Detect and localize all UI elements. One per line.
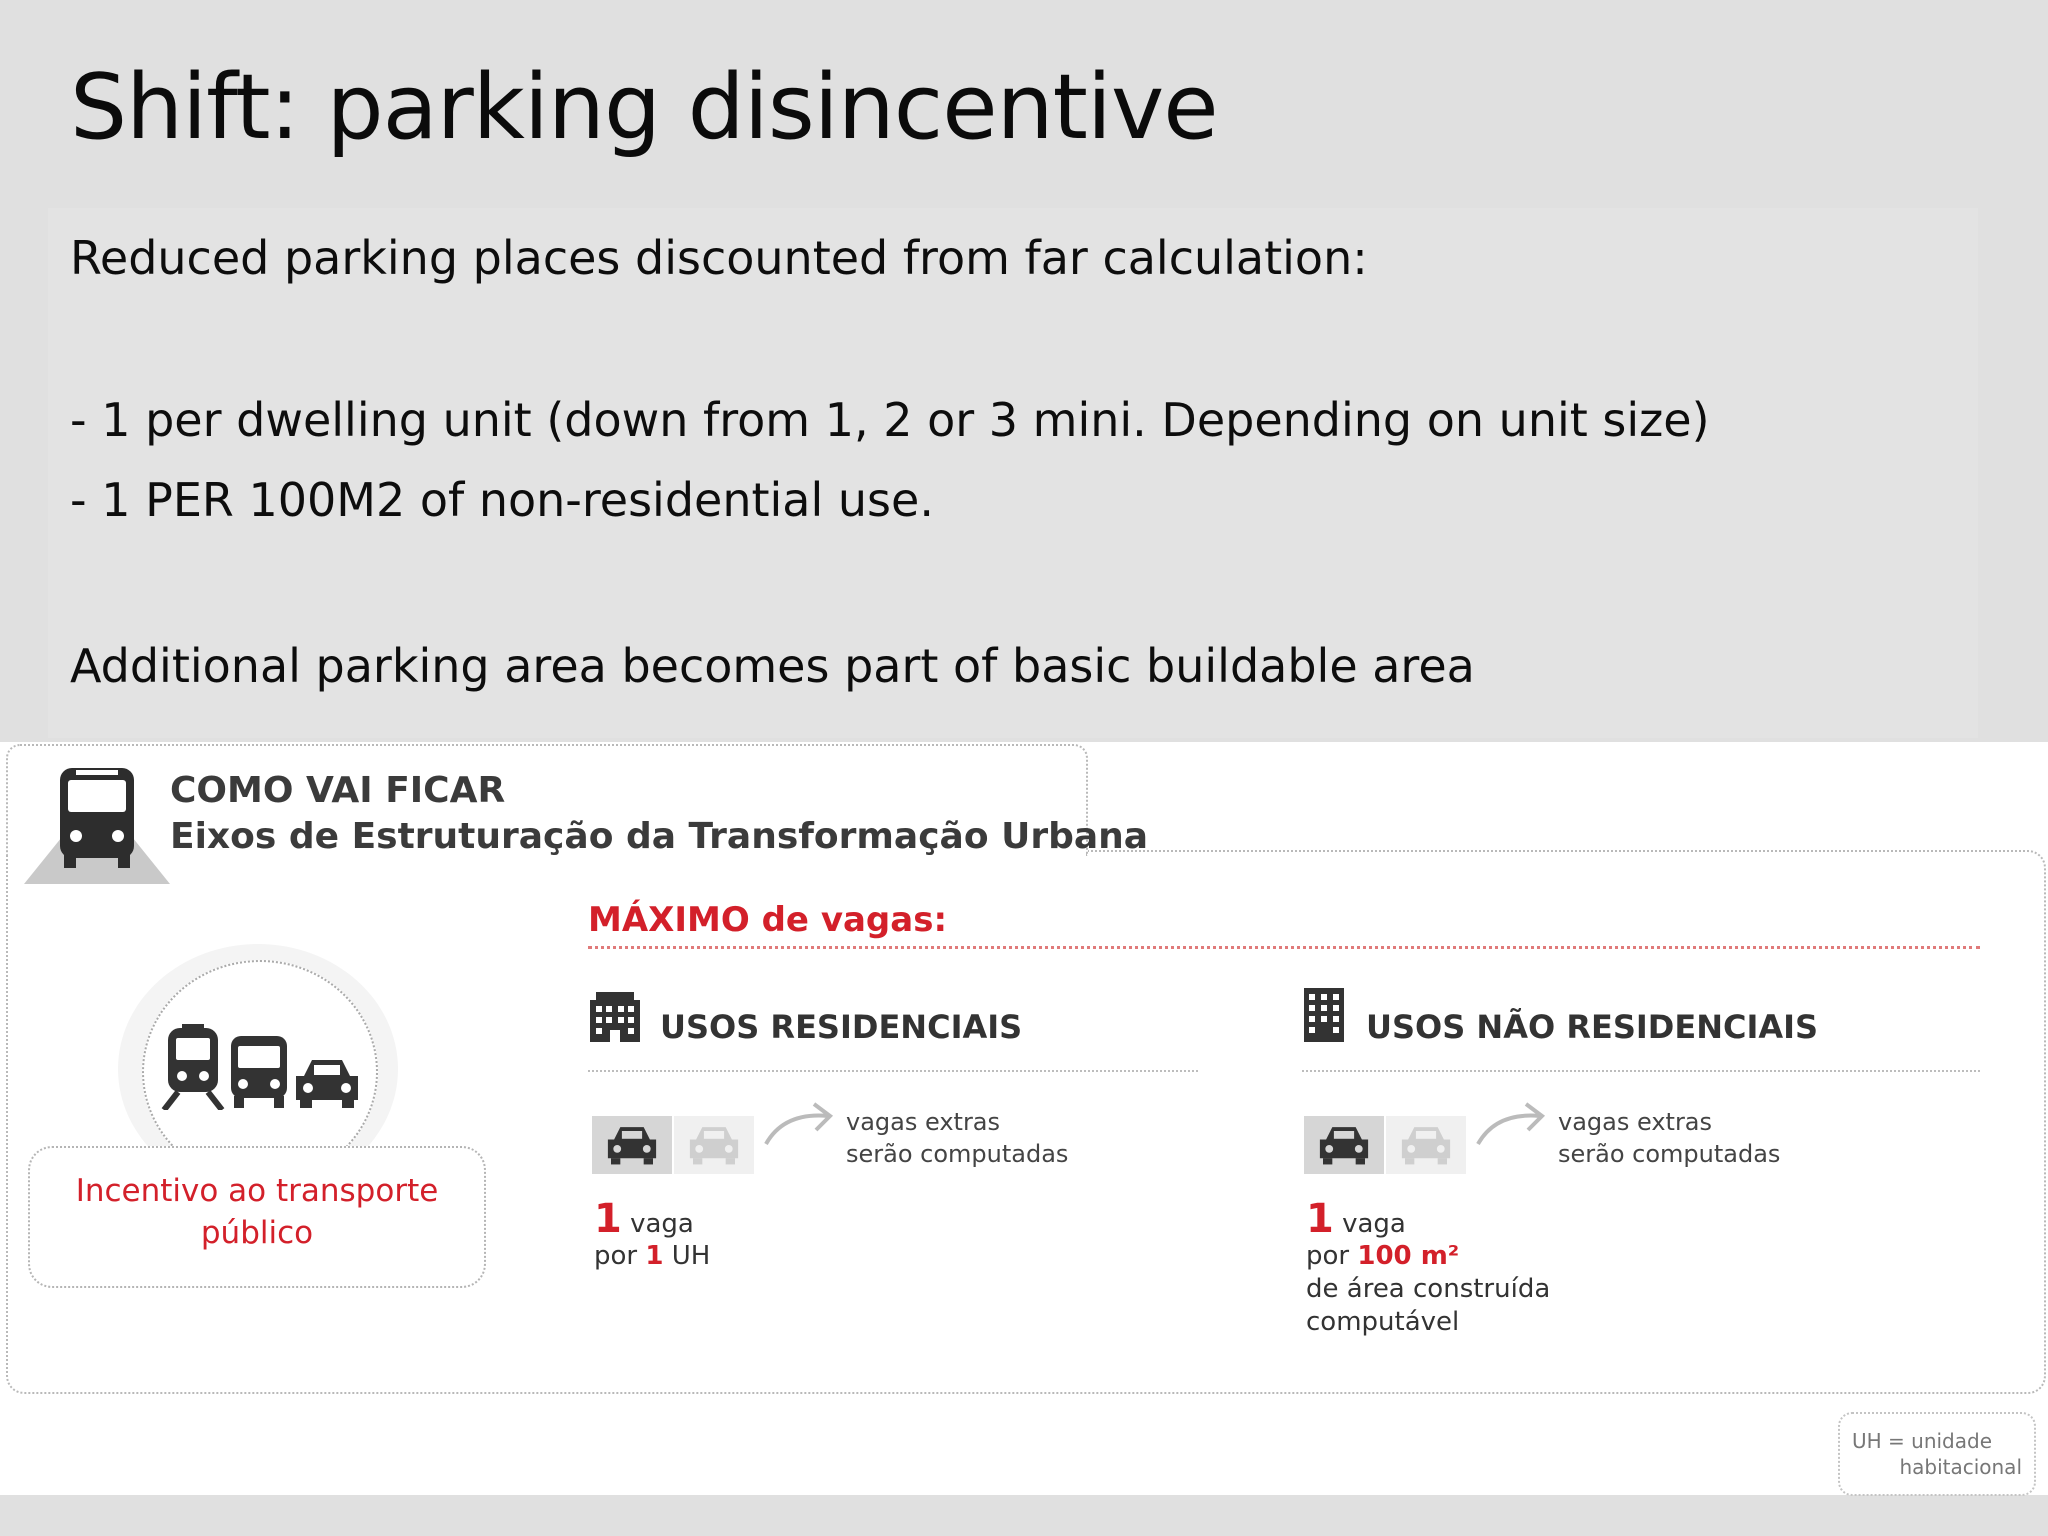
nao-residencial-extras-line-2: serão computadas <box>1558 1140 1781 1168</box>
residencial-title: USOS RESIDENCIAIS <box>660 1008 1023 1046</box>
nao-residencial-detail-2: computável <box>1306 1307 1460 1337</box>
slide-title: Shift: parking disincentive <box>70 55 1218 160</box>
nao-residencial-extras-line-1: vagas extras <box>1558 1108 1713 1136</box>
building-icon <box>588 990 642 1042</box>
header-eixos: Eixos de Estruturação da Transformação Urbana <box>170 816 1149 857</box>
arrow-icon <box>762 1102 834 1150</box>
car-tile-dark <box>1304 1116 1384 1174</box>
incentive-text <box>30 1170 484 1254</box>
car-icon <box>292 1056 362 1110</box>
residencial-por-word: por <box>594 1241 638 1271</box>
bus-small-icon <box>228 1034 290 1110</box>
car-icon <box>1315 1124 1373 1166</box>
car-icon <box>685 1124 743 1166</box>
nao-residencial-vaga <box>1306 1196 1406 1242</box>
intro-line: Reduced parking places discounted from far calculation: <box>70 231 1368 285</box>
nao-residencial-extras <box>1558 1106 1780 1170</box>
car-tile-light <box>674 1116 754 1174</box>
car-tile-light <box>1386 1116 1466 1174</box>
nao-residencial-por-value: 100 m² <box>1357 1241 1460 1271</box>
nao-residencial-title: USOS NÃO RESIDENCIAIS <box>1366 1008 1819 1046</box>
bus-icon <box>24 762 170 884</box>
parking-infographic <box>0 742 2048 1495</box>
maximo-divider <box>588 946 1980 949</box>
uh-footnote-line-2: habitacional <box>1899 1455 2022 1479</box>
header-como-vai-ficar: COMO VAI FICAR <box>170 770 506 811</box>
incentive-line-2: público <box>200 1215 314 1251</box>
incentive-line-1: Incentivo ao transporte <box>75 1173 439 1209</box>
incentive-box <box>28 1146 486 1288</box>
train-icon <box>158 1024 228 1110</box>
car-icon <box>603 1124 661 1166</box>
uh-footnote <box>1852 1428 2022 1480</box>
residencial-por <box>594 1240 710 1273</box>
additional-line: Additional parking area becomes part of basic buildable area <box>70 639 1475 693</box>
nao-residencial-detail-1: de área construída <box>1306 1274 1551 1304</box>
bullet-nonresidential: - 1 PER 100M2 of non-residential use. <box>70 473 934 527</box>
residencial-por-unit: UH <box>671 1241 711 1271</box>
residencial-vaga-num: 1 <box>594 1196 622 1242</box>
residencial-extras <box>846 1106 1068 1170</box>
residencial-por-value: 1 <box>645 1241 664 1271</box>
car-icon <box>1397 1124 1455 1166</box>
nao-residencial-por <box>1306 1240 1550 1339</box>
uh-footnote-box <box>1838 1412 2036 1496</box>
residencial-vaga-word: vaga <box>630 1209 694 1239</box>
maximo-title: MÁXIMO de vagas: <box>588 900 948 940</box>
arrow-icon <box>1474 1102 1546 1150</box>
nao-residencial-divider <box>1302 1070 1980 1072</box>
residencial-extras-line-2: serão computadas <box>846 1140 1069 1168</box>
residencial-extras-line-1: vagas extras <box>846 1108 1001 1136</box>
car-tile-dark <box>592 1116 672 1174</box>
residencial-vaga <box>594 1196 694 1242</box>
uh-footnote-line-1: UH = unidade <box>1852 1429 1993 1453</box>
office-building-icon <box>1302 986 1346 1042</box>
bullet-dwelling: - 1 per dwelling unit (down from 1, 2 or 3 mini. Depending on unit size) <box>70 393 1710 447</box>
nao-residencial-vaga-num: 1 <box>1306 1196 1334 1242</box>
nao-residencial-vaga-word: vaga <box>1342 1209 1406 1239</box>
nao-residencial-por-word: por <box>1306 1241 1350 1271</box>
residencial-divider <box>588 1070 1198 1072</box>
